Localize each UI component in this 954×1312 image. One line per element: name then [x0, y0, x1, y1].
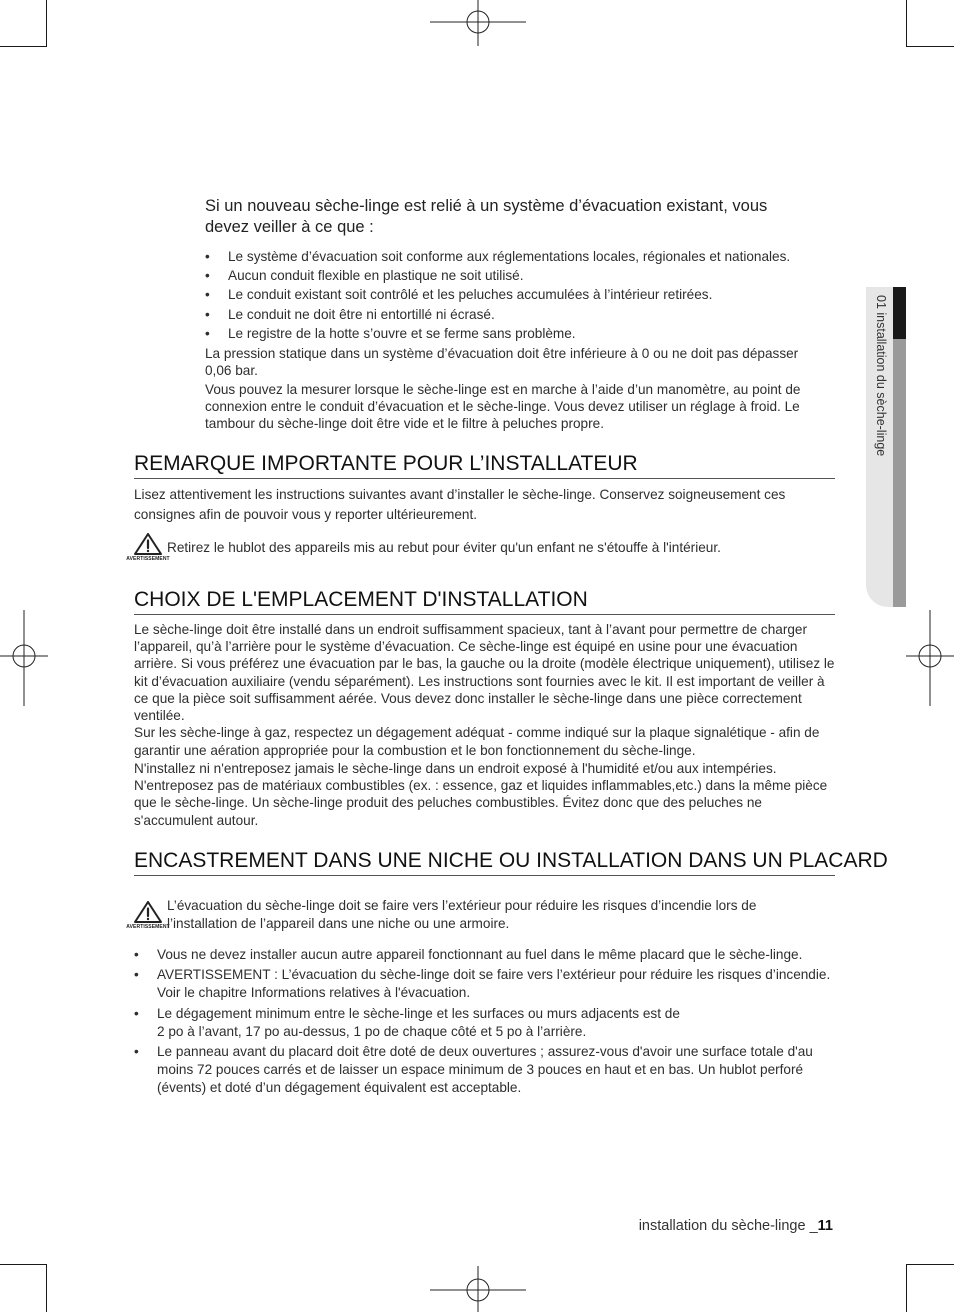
chapter-tab-label: 01 installation du sèche-linge [874, 295, 888, 457]
registration-mark-left [0, 610, 48, 706]
list-item [134, 966, 834, 1002]
section-title: CHOIX DE L'EMPLACEMENT D'INSTALLATION [134, 588, 835, 615]
chapter-tab-bar [893, 339, 906, 607]
section-paragraph: N'installez ni n'entreposez jamais le sèche-linge dans un endroit exposé à l'humidité et/ou aux intempéries. N'entreposez pas de matériaux combustibles (ex. : essence, gaz et liquides inflammables,etc.) dans la même pièce que le sèche-linge. Un sèche-linge produit des peluches combustibles. Évitez donc que des peluches ne s'accumulent autour. [134, 761, 828, 828]
warning-icon [128, 901, 168, 931]
crop-mark [0, 46, 47, 47]
warning-label: AVERTISSEMENT [126, 556, 170, 562]
list-item: • Le registre de la hotte s’ouvre et se ferme sans problème. [205, 324, 845, 343]
crop-mark [906, 1264, 907, 1312]
intro-paragraph: Vous pouvez la mesurer lorsque le sèche-linge est en marche à l’aide d’un manomètre, au point de connexion entre le conduit d’évacuation et le sèche-linge. Vous devez utiliser un réglage à froid. Le tambour du sèche-linge doit être vide et le filtre à peluches propre. [205, 382, 801, 432]
page-number: 11 [817, 1218, 833, 1234]
registration-mark-top [430, 0, 526, 46]
warning-triangle-icon [128, 533, 168, 557]
list-item [134, 1043, 834, 1098]
intro-bullet-list [205, 247, 845, 343]
crop-mark [46, 1264, 47, 1312]
registration-mark-right [906, 610, 954, 706]
list-item-text: Le panneau avant du placard doit être doté de deux ouvertures ; assurez-vous d'avoir une surface totale d'au moins 72 pouces carrés et de laisser un espace minimum de 3 pouces en haut et en bas. Un hublot perforé (évents) et doté d’un dégagement équivalent est acceptable. [157, 1044, 813, 1096]
warning-icon [128, 533, 168, 563]
list-item-text: Le dégagement minimum entre le sèche-linge et les surfaces ou murs adjacents est de [157, 1005, 680, 1021]
warning-text: Retirez le hublot des appareils mis au rebut pour éviter qu'un enfant ne s'étouffe à l'intérieur. [167, 540, 721, 555]
list-item [134, 1005, 834, 1041]
crop-mark [907, 46, 954, 47]
warning-text: L’évacuation du sèche-linge doit se faire vers l’extérieur pour réduire les risques d’incendie lors de l’installation de l’appareil dans une niche ou une armoire. [167, 898, 757, 931]
section-bullet-list [134, 946, 834, 1100]
intro-heading: Si un nouveau sèche-linge est relié à un système d’évacuation existant, vous devez veiller à ce que : [205, 197, 768, 236]
warning-label: AVERTISSEMENT [126, 924, 170, 930]
list-item: • Le système d’évacuation soit conforme aux réglementations locales, régionales et nationales. [205, 247, 845, 266]
list-item: • Le conduit ne doit être ni entortillé ni écrasé. [205, 305, 845, 324]
list-item-text: AVERTISSEMENT : L’évacuation du sèche-linge doit se faire vers l’extérieur pour réduire les risques d’incendie. [157, 967, 831, 983]
crop-mark [907, 1264, 954, 1265]
warning-triangle-icon [128, 901, 168, 925]
crop-mark [906, 0, 907, 47]
section-paragraph: Sur les sèche-linge à gaz, respectez un dégagement adéquat - comme indiqué sur la plaque signalétique - afin de garantir une aération appropriée pour la combustion et le bon fonctionnement du sèche-linge. [134, 725, 820, 758]
list-item-text: Voir le chapitre Informations relatives à l'évacuation. [157, 985, 471, 1001]
chapter-tab-marker [893, 287, 906, 339]
section-paragraph: Le sèche-linge doit être installé dans un endroit suffisamment spacieux, tant à l’avant pour permettre de charger l’appareil, qu’à l’arrière pour le système d’évacuation. Ce sèche-linge est équipé en usine pour une évacuation arrière. Si vous préférez une évacuation par le bas, la gauche ou la droite (modèle électrique uniquement), utilisez le kit d’évacuation auxiliaire (vendu séparément). Les instructions sont fournies avec le kit. Il est important de veiller à ce que la pièce soit suffisamment aérée. Vous devez donc installer le sèche-linge dans une pièce correctement ventilée. [134, 622, 835, 724]
section-title: ENCASTREMENT DANS UNE NICHE OU INSTALLATION DANS UN PLACARD [134, 849, 835, 876]
list-item-text: Vous ne devez installer aucun autre appareil fonctionnant au fuel dans le même placard que le sèche-linge. [157, 947, 803, 962]
list-item-text: 2 po à l’avant, 17 po au-dessus, 1 po de chaque côté et 5 po à l’arrière. [157, 1023, 587, 1039]
page-footer [639, 1218, 833, 1234]
crop-mark [0, 1264, 47, 1265]
list-item: • Le conduit existant soit contrôlé et les peluches accumulées à l’intérieur retirées. [205, 285, 845, 304]
list-item [134, 946, 834, 964]
crop-mark [46, 0, 47, 47]
section-title: REMARQUE IMPORTANTE POUR L’INSTALLATEUR [134, 452, 835, 479]
registration-mark-bottom [430, 1266, 526, 1312]
intro-paragraph: La pression statique dans un système d’évacuation doit être inférieure à 0 ou ne doit pas dépasser 0,06 bar. [205, 346, 799, 379]
footer-text: installation du sèche-linge _ [638, 1218, 818, 1234]
list-item: • Aucun conduit flexible en plastique ne soit utilisé. [205, 266, 845, 285]
section-paragraph: Lisez attentivement les instructions suivantes avant d’installer le sèche-linge. Conservez soigneusement ces consignes afin de pouvoir vous y reporter ultérieurement. [134, 487, 786, 522]
